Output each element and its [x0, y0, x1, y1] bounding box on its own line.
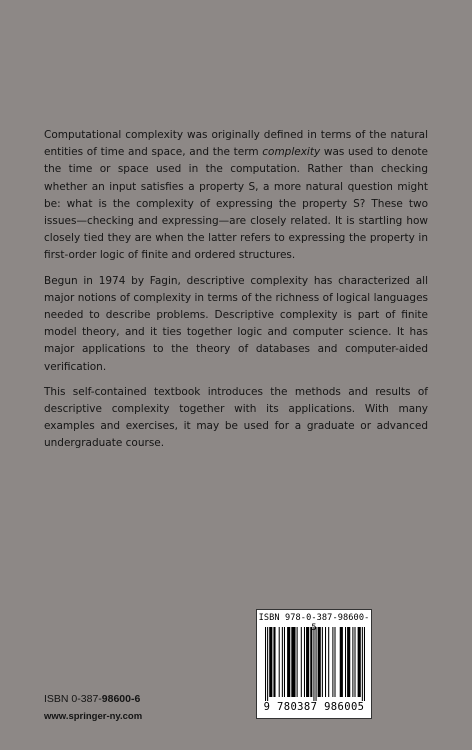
barcode-label [256, 609, 372, 719]
publisher-url: www.springer-ny.com [44, 711, 143, 722]
barcode-bar [322, 627, 323, 697]
isbn10-text: ISBN 0-387-98600-6 [44, 693, 141, 705]
barcode-bar [354, 627, 355, 697]
isbn13-label: ISBN 978-0-387-98600-5 [258, 613, 370, 633]
barcode-bar [352, 627, 353, 697]
barcode-bar [267, 627, 268, 701]
italic-term: complexity [262, 146, 321, 159]
barcode-bar [310, 627, 312, 697]
barcode-digits: 9 780387 986005 [263, 701, 365, 713]
barcode-bar [284, 627, 285, 697]
barcode-bar [279, 627, 280, 697]
blurb-paragraph-1: Computational complexity was originally defined in terms of the natural entities of time and space, and the term complexity was used to denote the time or space used in the computation. Rather than checking whether an input satisfies a property S, a more natural question might be: what is the complexity of expressing the property S? These two issues—checking and expressing—are closely related. It is startling how closely tied they are when the latter refers to expressing the property in first-order logic of finite and ordered structures. [44, 129, 428, 262]
barcode-bar [313, 627, 314, 701]
barcode-bar [347, 627, 350, 697]
barcode-bar [291, 627, 295, 697]
barcode-bar [316, 627, 317, 701]
blurb-paragraph-2: Begun in 1974 by Fagin, descriptive complexity has characterized all major notions of complexity in terms of the richness of logical languages needed to describe problems. Descriptive complexity is part of finite model theory, and it ties together logic and computer science. It has major applications to the theory of databases and computer-aided verification. [44, 274, 428, 373]
barcode-bar [362, 627, 363, 701]
barcode-bar [345, 627, 346, 697]
barcode-bar [269, 627, 272, 697]
barcode-bar [358, 627, 361, 697]
barcode-bar [304, 627, 305, 697]
barcode-bar [297, 627, 298, 697]
blurb-paragraph-3: This self-contained textbook introduces the methods and results of descriptive complexity together with its applications. With many examples and exercises, it may be used for a graduate or advanced undergraduate course. [44, 385, 428, 450]
barcode-bar [334, 627, 335, 697]
barcode-bars [265, 627, 365, 701]
barcode-bar [273, 627, 275, 697]
barcode-bar [282, 627, 283, 697]
barcode-bar [287, 627, 290, 697]
barcode-bar [306, 627, 309, 697]
barcode-bar [265, 627, 266, 701]
back-cover-blurb [44, 127, 428, 461]
barcode-bar [328, 627, 329, 697]
barcode-bar [340, 627, 343, 697]
barcode-bar [301, 627, 302, 697]
barcode-bar [364, 627, 365, 701]
barcode-bar [325, 627, 326, 697]
barcode-bar [332, 627, 333, 697]
barcode-bar [318, 627, 321, 697]
